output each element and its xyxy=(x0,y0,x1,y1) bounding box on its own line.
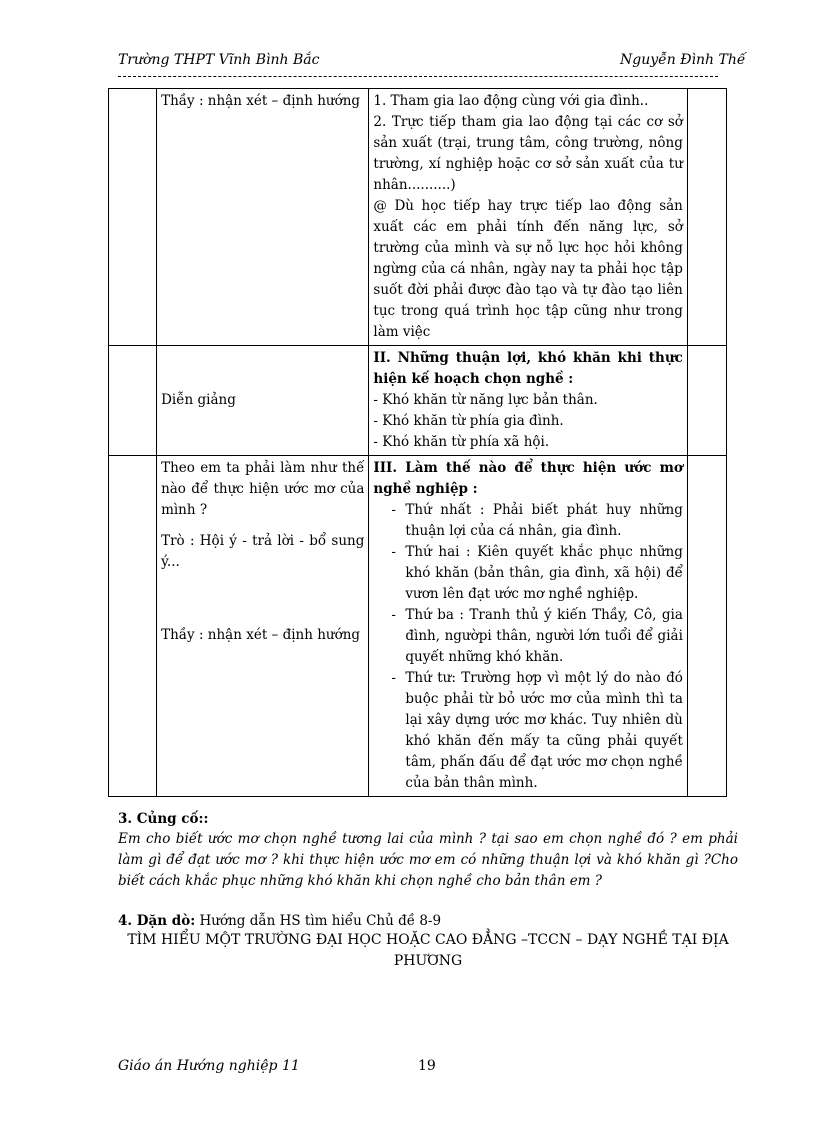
method-cell xyxy=(157,346,369,456)
method-text: Thầy : nhận xét – định hướng xyxy=(161,93,361,109)
list-item: - Thứ hai : Kiên quyết khắc phục những khó khăn (bản thân, gia đình, xã hội) để vươn lên đạt ước mơ nghề nghiệp. xyxy=(373,542,683,605)
lesson-table xyxy=(108,88,727,797)
table-cell-empty xyxy=(109,346,157,456)
list-item: - Thứ nhất : Phải biết phát huy những thuận lợi của cá nhân, gia đình. xyxy=(373,500,683,542)
page-number: 19 xyxy=(418,1058,436,1074)
list-item: - Khó khăn từ năng lực bản thân. xyxy=(373,392,598,408)
list-item: - Khó khăn từ phía xã hội. xyxy=(373,434,550,450)
section3-title: 3. Củng cố:: xyxy=(118,811,209,827)
content-cell xyxy=(369,89,688,346)
list-item: - Thứ tư: Trường hợp vì một lý do nào đó buộc phải từ bỏ ước mơ của mình thì ta lại xây dựng ước mơ khác. Tuy nhiên dù khó khăn đến mấy ta cũng phải quyết tâm, phấn đấu để đạt ước mơ chọn nghề của bản thân mình. xyxy=(373,668,683,794)
method-teacher: Thầy : nhận xét – định hướng xyxy=(161,627,361,643)
method-cell xyxy=(157,89,369,346)
section4-text: Hướng dẫn HS tìm hiểu Chủ đề 8-9 xyxy=(199,913,442,929)
header-divider xyxy=(118,76,718,77)
table-row xyxy=(109,89,727,346)
content-paragraph: @ Dù học tiếp hay trực tiếp lao động sản xuất các em phải tính đến năng lực, sở trường của mình và sự nỗ lực học hỏi không ngừng của cá nhân, ngày nay ta phải học tập suốt đời phải được đào tạo và tự đào tạo liên tục trong quá trình học tập cũng như trong làm việc xyxy=(373,198,683,340)
section-heading: II. Những thuận lợi, khó khăn khi thực hiện kế hoạch chọn nghề : xyxy=(373,350,683,387)
table-cell-empty xyxy=(109,89,157,346)
table-cell-empty xyxy=(687,346,726,456)
header-school: Trường THPT Vĩnh Bình Bắc xyxy=(118,52,320,68)
list-item: - Thứ ba : Tranh thủ ý kiến Thầy, Cô, gia đình, ngườpi thân, người lớn tuổi để giải quyết những khó khăn. xyxy=(373,605,683,668)
section4-label: 4. Dặn dò: xyxy=(118,913,196,929)
table-cell-empty xyxy=(687,456,726,797)
header-author: Nguyễn Đình Thế xyxy=(620,52,746,68)
content-cell xyxy=(369,346,688,456)
steps-list xyxy=(373,500,683,794)
topic-title: TÌM HIỂU MỘT TRƯỜNG ĐẠI HỌC HOẶC CAO ĐẲNG –TCCN – DẠY NGHỀ TẠI ĐỊA PHƯƠNG xyxy=(127,932,729,969)
section-heading: III. Làm thế nào để thực hiện ước mơ nghề nghiệp : xyxy=(373,460,683,497)
content-cell xyxy=(369,456,688,797)
method-question: Theo em ta phải làm như thế nào để thực hiện ước mơ của mình ? xyxy=(161,460,365,518)
table-row xyxy=(109,456,727,797)
list-item: - Khó khăn từ phía gia đình. xyxy=(373,413,564,429)
section4 xyxy=(118,911,738,932)
content-paragraph: 1. Tham gia lao động cùng với gia đình.. xyxy=(373,93,649,109)
method-text: Diễn giảng xyxy=(161,392,236,408)
table-cell-empty xyxy=(109,456,157,797)
table-cell-empty xyxy=(687,89,726,346)
table-row xyxy=(109,346,727,456)
content-paragraph: 2. Trực tiếp tham gia lao động tại các cơ sở sản xuất (trại, trung tâm, công trường, nông trường, xí nghiệp hoặc cơ sở sản xuất của tư nhân..........) xyxy=(373,114,683,193)
footer-doc-title: Giáo án Hướng nghiệp 11 xyxy=(118,1058,300,1074)
method-cell xyxy=(157,456,369,797)
section3-body: Em cho biết ước mơ chọn nghề tương lai của mình ? tại sao em chọn nghề đó ? em phải làm gì để đạt ước mơ ? khi thực hiện ước mơ em có những thuận lợi và khó khăn gì ?Cho biết cách khắc phục những khó khăn khi chọn nghề cho bản thân em ? xyxy=(118,831,738,889)
method-student: Trò : Hội ý - trả lời - bổ sung ý... xyxy=(161,533,365,570)
